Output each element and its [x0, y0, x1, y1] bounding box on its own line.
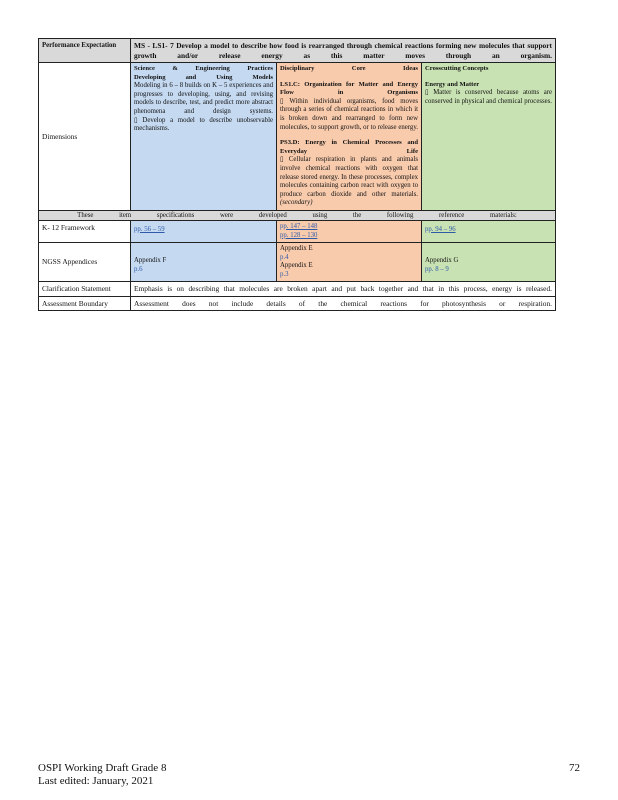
- ccc-bullet-text: Matter is conserved because atoms are conserved in physical and chemical processes.: [425, 89, 552, 105]
- dimensions-label: Dimensions: [39, 63, 131, 210]
- ngss-sep-appendix: Appendix F: [134, 257, 167, 265]
- dci-topic-ps3d: PS3.D: Energy in Chemical Processes and Everyday Life: [280, 139, 418, 155]
- clarification-row: [39, 282, 555, 297]
- reference-note-row: [39, 211, 555, 221]
- reference-note: These item specifications were developed using the following reference materials:: [77, 211, 517, 219]
- bullet-icon: ▯: [280, 97, 290, 105]
- dci-bullet-1-text: Within individual organisms, food moves through a series of chemical reactions in which it is broken down and rearranged to form new molecules, to support growth, or to release energy.: [280, 97, 419, 131]
- specification-table: [38, 38, 556, 311]
- framework-dci-link-2[interactable]: pp. 128 – 130: [280, 231, 318, 239]
- clarification-label: Clarification Statement: [39, 282, 131, 296]
- framework-dci-link-1[interactable]: pp. 147 – 148: [280, 222, 318, 230]
- dci-heading: Disciplinary Core Ideas: [280, 65, 418, 72]
- framework-sep-link[interactable]: pp. 56 – 59: [134, 225, 165, 233]
- sep-bullet-text: Develop a model to describe unobservable mechanisms.: [134, 116, 273, 133]
- ngss-sep-page[interactable]: p.6: [134, 265, 143, 273]
- framework-label: K- 12 Framework: [39, 221, 131, 242]
- ngss-dci-page-1[interactable]: p.4: [280, 253, 289, 261]
- dimensions-row: [39, 63, 555, 211]
- boundary-row: [39, 297, 555, 311]
- clarification-text: Emphasis is on describing that molecules are broken apart and put back together and that in this process, energy is released.: [134, 284, 552, 294]
- bullet-icon: ▯: [425, 89, 434, 97]
- bullet-icon: ▯: [134, 116, 143, 124]
- ngss-label: NGSS Appendices: [39, 243, 131, 281]
- ccc-bullet: [425, 89, 552, 106]
- sep-bullet: [134, 117, 273, 134]
- page-number: 72: [569, 762, 580, 774]
- footer-edited: Last edited: January, 2021: [38, 775, 154, 787]
- dci-secondary: (secondary): [280, 199, 313, 207]
- ccc-subheading: Energy and Matter: [425, 80, 480, 88]
- dci-column: [277, 63, 422, 210]
- ngss-ccc-appendix: Appendix G: [425, 257, 459, 265]
- sep-intro: Modeling in 6 – 8 builds on K – 5 experiences and progresses to developing, using, and revising models to describe, test, and predict more abstract phenomena and design systems.: [134, 82, 273, 115]
- bullet-icon: ▯: [280, 156, 289, 164]
- framework-ccc-cell: [422, 221, 555, 242]
- framework-sep-cell: [131, 221, 277, 242]
- ccc-column: [422, 63, 555, 210]
- framework-ccc-link[interactable]: pp. 94 – 96: [425, 225, 456, 233]
- ngss-dci-appendix-2: Appendix E: [280, 262, 313, 270]
- ngss-dci-page-2[interactable]: p.3: [280, 270, 289, 278]
- boundary-text: Assessment does not include details of the chemical reactions for photosynthesis or respiration.: [134, 298, 552, 308]
- performance-expectation-text: [131, 39, 555, 62]
- sep-column: [131, 63, 277, 210]
- dci-bullet-2: [280, 156, 418, 208]
- dci-bullet-2-text: Cellular respiration in plants and animals involve chemical reactions with oxygen that release stored energy. In these processes, complex molecules containing carbon react with oxygen to produce carbon dioxide and other materials.: [280, 156, 418, 198]
- framework-dci-cell: [277, 221, 422, 242]
- ngss-dci-appendix-1: Appendix E: [280, 245, 313, 253]
- dci-topic-ls1c: LS1.C: Organization for Matter and Energy Flow in Organisms: [280, 80, 418, 97]
- performance-expectation-label: Performance Expectation: [39, 39, 131, 62]
- sep-subheading: Developing and Using Models: [134, 73, 273, 81]
- performance-expectation-row: [39, 39, 555, 63]
- sep-heading: Science & Engineering Practices: [134, 65, 273, 72]
- ngss-ccc-page[interactable]: pp. 8 – 9: [425, 265, 449, 273]
- ngss-ccc-cell: [422, 243, 555, 281]
- pe-text: MS - LS1- 7 Develop a model to describe how food is rearranged through chemical reactions forming new molecules that support growth and/or release energy as this matter moves through an organism.: [134, 41, 552, 60]
- boundary-label: Assessment Boundary: [39, 297, 131, 311]
- framework-row: [39, 221, 555, 243]
- ngss-dci-cell: [277, 243, 422, 281]
- dci-bullet-1: [280, 98, 418, 132]
- footer-left: [38, 762, 166, 788]
- ngss-row: [39, 243, 555, 282]
- ngss-sep-cell: [131, 243, 277, 281]
- footer-title: OSPI Working Draft Grade 8: [38, 762, 167, 774]
- ccc-heading: Crosscutting Concepts: [425, 65, 489, 72]
